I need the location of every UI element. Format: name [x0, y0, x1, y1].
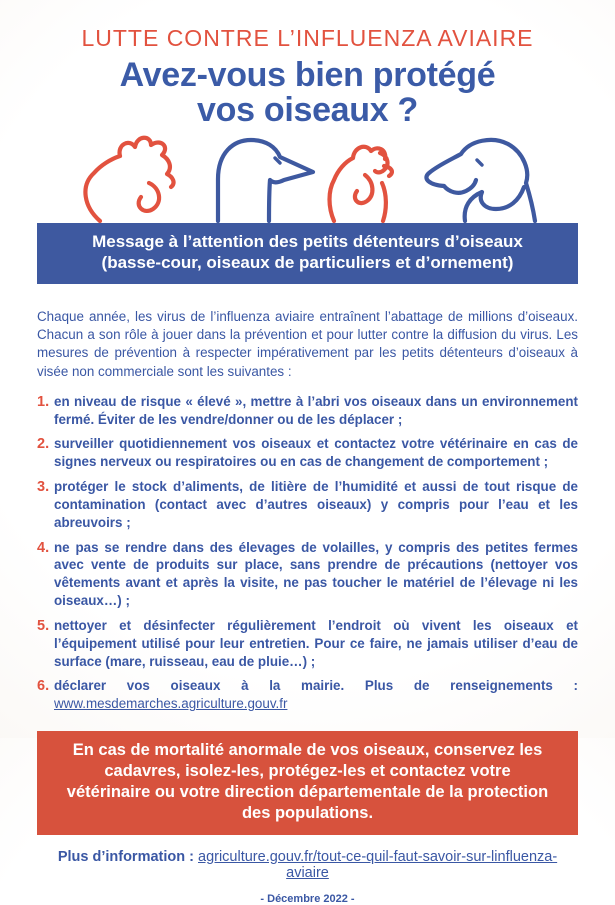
measure-text: nettoyer et désinfecter régulièrement l’endroit où vivent les oiseaux et l’équipement utilisé pour leur entretien. Pour ce faire, ne jamais utiliser d’eau de surface (mare, ruisseau, eau de pluie…) ;	[54, 617, 578, 669]
turkey-icon	[330, 147, 392, 221]
audience-banner	[37, 223, 578, 283]
page-title-line2: vos oiseaux ?	[197, 90, 418, 129]
measure-text: en niveau de risque « élevé », mettre à l’abri vos oiseaux dans un environnement fermé. Éviter de les vendre/donner ou de les déplacer ;	[54, 393, 578, 427]
measure-item-2	[37, 435, 578, 471]
measure-number: 3.	[37, 479, 50, 496]
measure-text: surveiller quotidiennement vos oiseaux et contactez votre vétérinaire en cas de signes nerveux ou respiratoires ou en cas de changement de comportement ;	[54, 436, 578, 470]
footer-label: Plus d’information :	[57, 848, 194, 865]
measure-item-6	[37, 677, 578, 713]
mesdemarches-link[interactable]: www.mesdemarches.agriculture.gouv.fr	[54, 696, 288, 712]
measure-item-3	[37, 478, 578, 531]
measure-number: 2.	[37, 436, 50, 453]
agriculture-link[interactable]: agriculture.gouv.fr/tout-ce-quil-faut-savoir-sur-linfluenza-aviaire	[198, 848, 558, 881]
measure-text: ne pas se rendre dans des élevages de volailles, y compris des petites fermes avec vente de produits sur place, sans prendre de précautions (nettoyer vos vêtements avant et après la visite, ne pas toucher le matériel de l’élevage ni les oiseaux…) ;	[54, 539, 578, 609]
intro-paragraph: Chaque année, les virus de l’influenza aviaire entraînent l’abattage de millions d’oiseaux. Chacun a son rôle à jouer dans la prévention et pour lutter contre la diffusion du virus. Les mesures de prévention à respecter impérativement par les petits détenteurs d’oiseaux à visée non commerciale sont les suivantes :	[37, 308, 578, 379]
measure-text	[54, 677, 578, 713]
rooster-icon	[85, 138, 173, 221]
page-title-line1: Avez-vous bien protégé	[119, 56, 496, 95]
measure-number: 4.	[37, 539, 50, 556]
measure-text-prefix: déclarer vos oiseaux à la mairie. Plus de renseignements :	[54, 678, 578, 694]
measure-item-4	[37, 539, 578, 610]
measure-text: protéger le stock d’aliments, de litière de l’humidité et aussi de tout risque de contamination (contact avec d’autres oiseaux) y compris pour l’eau et les abreuvoirs ;	[54, 479, 578, 530]
measures-list	[37, 393, 578, 713]
measure-number: 1.	[37, 393, 50, 410]
measure-number: 6.	[37, 678, 50, 695]
audience-banner-line2: (basse-cour, oiseaux de particuliers et d’ornement)	[101, 253, 514, 273]
audience-banner-line1: Message à l’attention des petits détenteurs d’oiseaux	[92, 232, 523, 252]
kicker-title: LUTTE CONTRE L’INFLUENZA AVIAIRE	[81, 25, 534, 51]
bird-illustrations	[37, 131, 578, 223]
measure-item-1	[37, 393, 578, 429]
measure-item-5	[37, 617, 578, 670]
measure-number: 5.	[37, 617, 50, 634]
footer-info	[37, 849, 578, 881]
date-line: - Décembre 2022 -	[260, 892, 355, 905]
alert-box: En cas de mortalité anormale de vos oiseaux, conservez les cadavres, isolez-les, protégez-les et contactez votre vétérinaire ou votre direction départementale de la protection des populations.	[37, 731, 578, 834]
page-title	[37, 58, 578, 127]
goose-icon	[218, 140, 313, 221]
duck-icon	[426, 140, 535, 221]
